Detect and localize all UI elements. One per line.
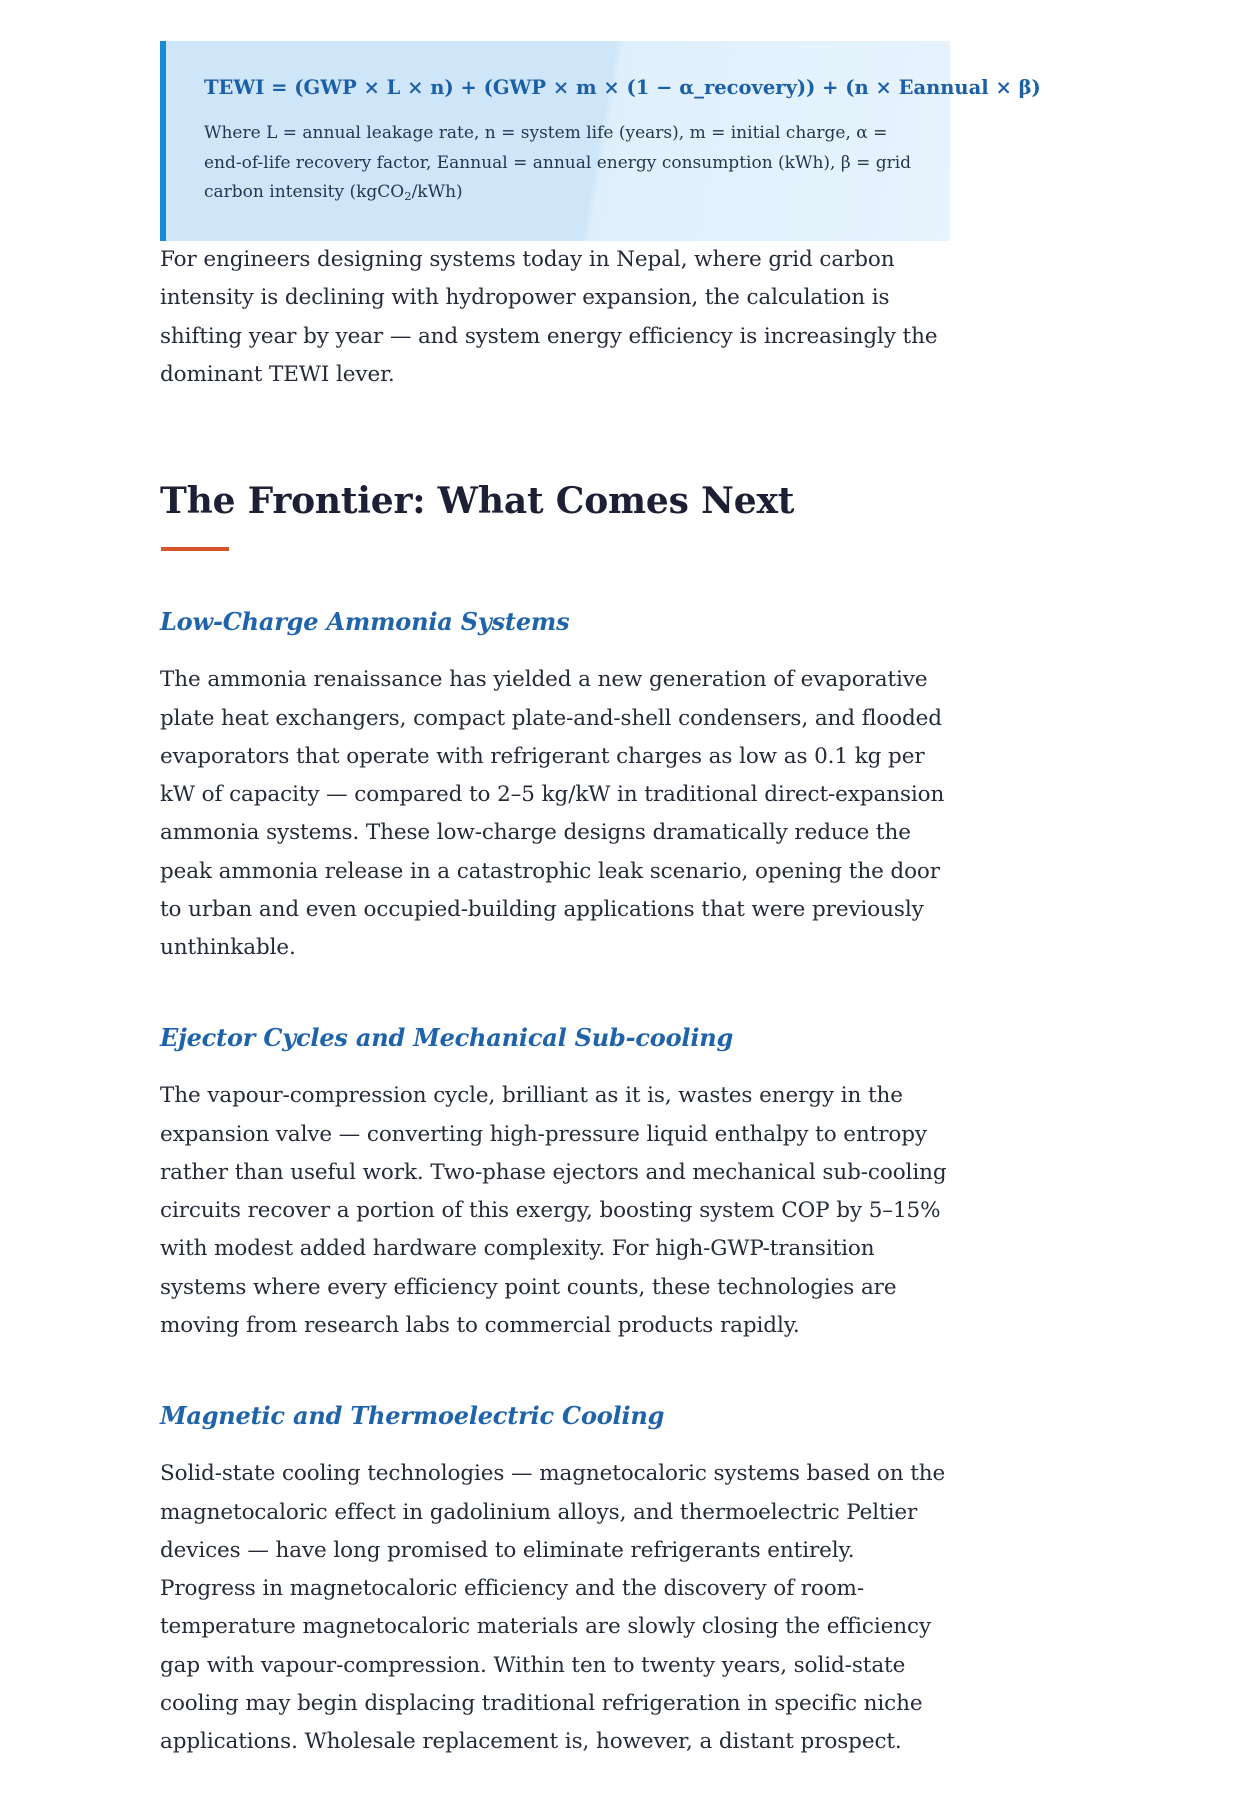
subsection-paragraph-low-charge-ammonia: The ammonia renaissance has yielded a new generation of evaporative plate heat exchangers, compact plate-and-shell condensers, and flooded evaporators that operate with refrigerant charges as low as 0.1 kg per kW of capacity — compared to 2–5 kg/kW in traditional direct-expansion ammonia systems. These low-charge designs dramatically reduce the peak ammonia release in a catastrophic leak scenario, opening the door to urban and even occupied-building applications that were previously unthinkable.	[160, 667, 945, 961]
subsection-paragraph-ejector-cycles: The vapour-compression cycle, brilliant as it is, wastes energy in the expansion valve — converting high-pressure liquid enthalpy to entropy rather than useful work. Two-phase ejectors and mechanical sub-cooling circuits recover a portion of this exergy, boosting system COP by 5–15% with modest added hardware complexity. For high-GWP-transition systems where every efficiency point counts, these technologies are moving from research labs to commercial products rapidly.	[160, 1083, 947, 1338]
subsection-paragraph-magnetic-thermoelectric: Solid-state cooling technologies — magnetocaloric systems based on the magnetocaloric effect in gadolinium alloys, and thermoelectric Peltier devices — have long promised to eliminate refrigerants entirely. Progress in magnetocaloric efficiency and the discovery of room-temperature magnetocaloric materials are slowly closing the efficiency gap with vapour-compression. Within ten to twenty years, solid-state cooling may begin displacing traditional refrigeration in specific niche applications. Wholesale replacement is, however, a distant prospect.	[160, 1461, 946, 1755]
intro-paragraph: For engineers designing systems today in Nepal, where grid carbon intensity is declining with hydropower expansion, the calculation is shifting year by year — and system energy efficiency is increasingly the dominant TEWI lever.	[160, 247, 938, 387]
subsection-heading-magnetic-thermoelectric: Magnetic and Thermoelectric Cooling	[160, 1401, 665, 1431]
co2-subscript: 2	[404, 188, 412, 203]
document-page	[0, 41, 1240, 1796]
formula-definitions-text-part2: /kWh)	[411, 181, 463, 202]
tewi-formula: TEWI = (GWP × L × n) + (GWP × m × (1 − α_recovery)) + (n × Eannual × β)	[204, 76, 1041, 99]
heading-underline-rule	[161, 547, 229, 551]
formula-callout-box	[160, 41, 1041, 241]
formula-variable-definitions	[204, 119, 914, 207]
subsection-heading-low-charge-ammonia: Low-Charge Ammonia Systems	[160, 607, 570, 637]
section-heading: The Frontier: What Comes Next	[160, 480, 795, 523]
subsection-heading-ejector-cycles: Ejector Cycles and Mechanical Sub-cooling	[160, 1023, 734, 1053]
formula-definitions-text-part1: Where L = annual leakage rate, n = system life (years), m = initial charge, α = end-of-life recovery factor, Eannual = annual energy consumption (kWh), β = grid carbon intensity (kgCO	[204, 123, 912, 202]
